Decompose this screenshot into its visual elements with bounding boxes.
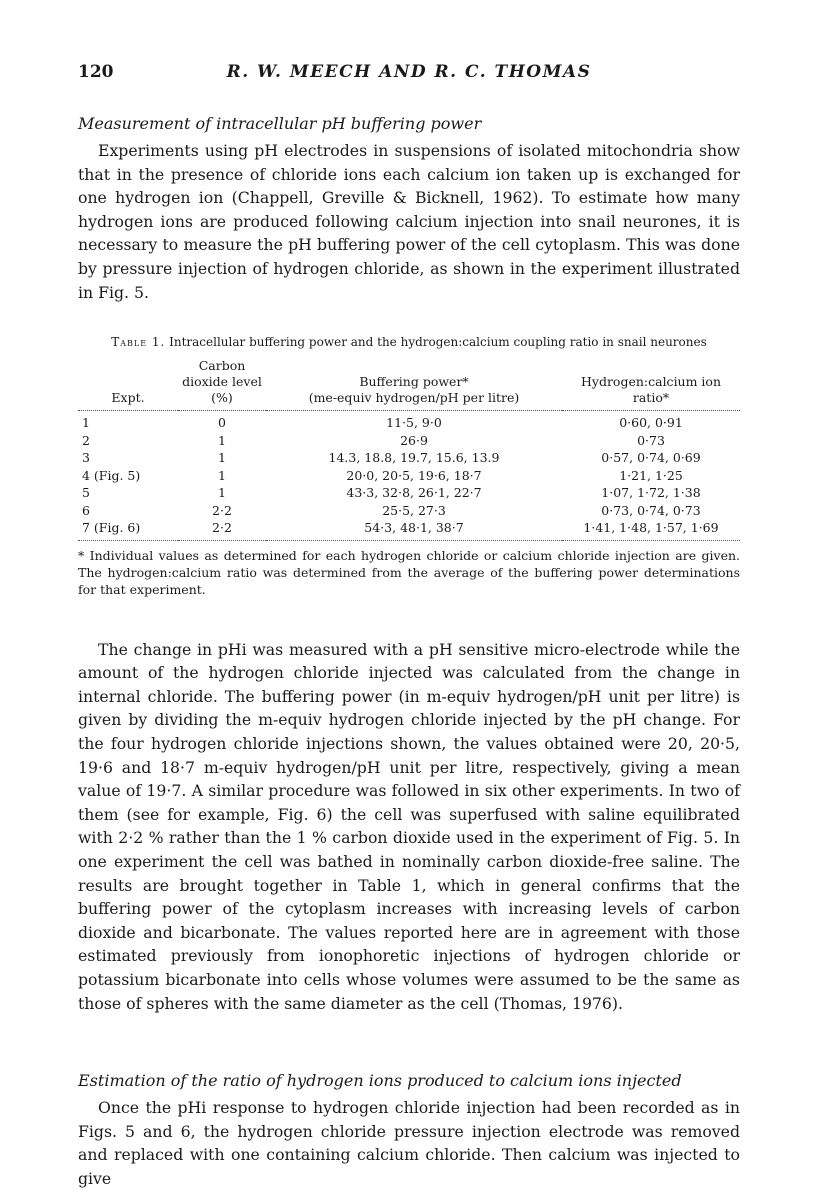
- cell-buffering: 14.3, 18.8, 19.7, 15.6, 13.9: [328, 450, 500, 466]
- cell-expt: 2: [82, 432, 90, 448]
- cell-buffering: 26·9: [400, 432, 428, 448]
- cell-ratio: 1·41, 1·48, 1·57, 1·69: [583, 520, 719, 536]
- paragraph-results: The change in pHi was measured with a pH sensitive micro-electrode while the amount of the hydrogen chloride injected was calculated from the change in internal chloride. The buffering power (in m-equiv hydrogen/pH unit per litre) is given by dividing the m-equiv hydrogen chloride injected by the pH change. For the four hydrogen chloride injections shown, the values obtained were 20, 20·5, 19·6 and 18·7 m-equiv hydrogen/pH unit per litre, respectively, giving a mean value of 19·7. A similar procedure was followed in six other experiments. In two of them (see for example, Fig. 6) the cell was superfused with saline equilibrated with 2·2 % rather than the 1 % carbon dioxide used in the experiment of Fig. 5. In one experiment the cell was bathed in nominally carbon dioxide-free saline. The results are brought together in Table 1, which in general confirms that the buffering power of the cytoplasm increases with increasing levels of carbon dioxide and bicarbonate. The values reported here are in agreement with those estimated previously from ionophoretic injections of hydrogen chloride or potassium bicarbonate into cells whose volumes were assumed to be the same as those of spheres with the same diameter as the cell (Thomas, 1976).: [78, 639, 740, 1013]
- cell-expt: 5: [82, 485, 90, 501]
- cell-expt: 7 (Fig. 6): [82, 520, 141, 536]
- cell-expt: 3: [82, 450, 90, 466]
- column-header-buffering: [266, 358, 562, 411]
- paragraph-ratio: Once the pHi response to hydrogen chloride injection had been recorded as in Figs. 5 and 6, the hydrogen chloride pressure injection electrode was removed and replaced with one containing calcium chloride. Then calcium was injected to give: [78, 1098, 740, 1188]
- cell-ratio: 0·73, 0·74, 0·73: [601, 502, 701, 518]
- table-row: [78, 519, 740, 540]
- cell-ratio: 0·73: [637, 432, 665, 448]
- running-title: R. W. MEECH AND R. C. THOMAS: [226, 62, 592, 82]
- cell-co2: 0: [218, 415, 226, 431]
- cell-expt: 4 (Fig. 5): [82, 467, 141, 483]
- cell-co2: 2·2: [212, 520, 232, 536]
- table-row: [78, 449, 740, 467]
- page-number: 120: [78, 62, 114, 82]
- table-row: [78, 432, 740, 450]
- cell-co2: 1: [218, 450, 226, 466]
- cell-buffering: 25·5, 27·3: [382, 502, 446, 518]
- cell-buffering: 11·5, 9·0: [386, 415, 442, 431]
- buffering-table: [78, 358, 740, 541]
- column-header-ratio: Hydrogen:calcium ion ratio*: [580, 374, 722, 406]
- table-caption-text: Intracellular buffering power and the hydrogen:calcium coupling ratio in snail neurones: [169, 335, 707, 350]
- column-header-expt: Expt.: [111, 390, 145, 406]
- section-heading-ratio: Estimation of the ratio of hydrogen ions produced to calcium ions injected: [78, 1071, 682, 1091]
- page-header: [78, 62, 740, 88]
- table-row: [78, 502, 740, 520]
- cell-co2: 1: [218, 432, 226, 448]
- cell-co2: 1: [218, 467, 226, 483]
- column-header-buffering-title: Buffering power*: [359, 374, 469, 390]
- table-row: [78, 467, 740, 485]
- cell-ratio: 1·07, 1·72, 1·38: [601, 485, 701, 501]
- cell-co2: 1: [218, 485, 226, 501]
- table-row: [78, 411, 740, 432]
- section-heading-buffering: Measurement of intracellular pH buffering power: [78, 114, 482, 133]
- cell-expt: 1: [82, 415, 90, 431]
- cell-ratio: 0·57, 0·74, 0·69: [601, 450, 701, 466]
- column-header-co2: Carbon dioxide level (%): [182, 358, 262, 406]
- cell-buffering: 54·3, 48·1, 38·7: [364, 520, 464, 536]
- table-body: [78, 411, 740, 541]
- paragraph-intro: Experiments using pH electrodes in suspensions of isolated mitochondria show that in the presence of chloride ions each calcium ion taken up is exchanged for one hydrogen ion (Chappell, Greville & Bicknell, 1962). To estimate how many hydrogen ions are produced following calcium injection into snail neurones, it is necessary to measure the pH buffering power of the cell cytoplasm. This was done by pressure injection of hydrogen chloride, as shown in the experiment illustrated in Fig. 5.: [78, 141, 740, 302]
- table-row: [78, 484, 740, 502]
- cell-ratio: 1·21, 1·25: [619, 467, 683, 483]
- cell-ratio: 0·60, 0·91: [619, 415, 683, 431]
- table-footnote: * Individual values as determined for each hydrogen chloride or calcium chloride injection are given. The hydrogen:calcium ratio was determined from the average of the buffering power determinations for that experiment.: [78, 547, 740, 597]
- table-caption: [108, 334, 710, 350]
- journal-page: [78, 62, 740, 1191]
- table-header-row: [78, 358, 740, 411]
- column-header-buffering-units: (me-equiv hydrogen/pH per litre): [308, 390, 520, 406]
- cell-buffering: 43·3, 32·8, 26·1, 22·7: [346, 485, 482, 501]
- cell-expt: 6: [82, 502, 90, 518]
- cell-co2: 2·2: [212, 502, 232, 518]
- cell-buffering: 20·0, 20·5, 19·6, 18·7: [346, 467, 482, 483]
- table-label: Table 1.: [111, 335, 166, 350]
